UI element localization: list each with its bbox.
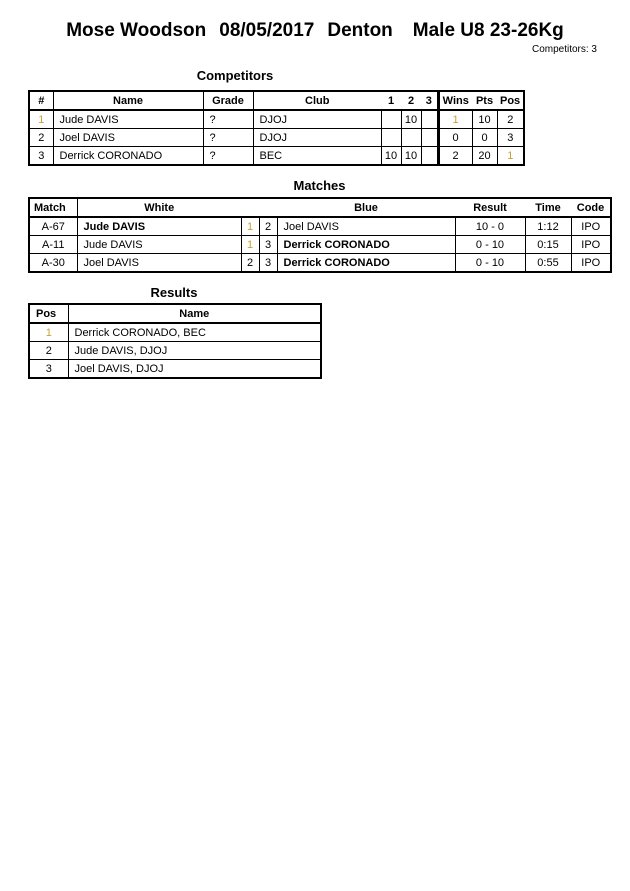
title-location: Denton: [327, 20, 393, 41]
match-result: 10 - 0: [455, 217, 525, 236]
competitor-wins: 2: [438, 147, 472, 166]
col-result: Result: [455, 198, 525, 217]
title-event: Mose Woodson: [66, 20, 207, 41]
match-time: 0:55: [525, 254, 571, 273]
title-date: 08/05/2017: [219, 20, 315, 41]
competitor-row: [29, 110, 524, 129]
competitor-pos: 1: [497, 147, 524, 166]
match-id: A-30: [29, 254, 77, 273]
result-pos: 3: [29, 360, 68, 379]
result-row: [29, 342, 321, 360]
col-match: Match: [29, 198, 77, 217]
col-blue-num: [259, 198, 277, 217]
matches-header-row: [29, 198, 611, 217]
competitor-wins: 1: [438, 110, 472, 129]
white-number: 2: [241, 254, 259, 273]
competitors-table: [28, 90, 525, 166]
col-blue: Blue: [277, 198, 455, 217]
col-grade: Grade: [203, 91, 253, 110]
col-white: White: [77, 198, 241, 217]
match-row: [29, 236, 611, 254]
results-header-row: [29, 304, 321, 323]
col-club: Club: [253, 91, 381, 110]
result-name: Joel DAVIS, DJOJ: [68, 360, 321, 379]
competitors-count: Competitors: 3: [531, 44, 597, 55]
match-time: 0:15: [525, 236, 571, 254]
competitor-grade: ?: [203, 110, 253, 129]
match-result: 0 - 10: [455, 236, 525, 254]
match-row: [29, 254, 611, 273]
col-white-num: [241, 198, 259, 217]
competitor-grade: ?: [203, 147, 253, 166]
col-pos: Pos: [29, 304, 68, 323]
blue-competitor: Joel DAVIS: [277, 217, 455, 236]
blue-number: 3: [259, 254, 277, 273]
col-number: #: [29, 91, 53, 110]
competitor-grade: ?: [203, 129, 253, 147]
white-number: 1: [241, 217, 259, 236]
competitor-number: 2: [29, 129, 53, 147]
round1-score: 10: [381, 147, 401, 166]
competitor-row: [29, 129, 524, 147]
competitor-pts: 0: [472, 129, 497, 147]
competitor-pos: 3: [497, 129, 524, 147]
blue-number: 3: [259, 236, 277, 254]
white-competitor: Jude DAVIS: [77, 236, 241, 254]
competitor-club: BEC: [253, 147, 381, 166]
round3-score: [421, 129, 438, 147]
round3-score: [421, 147, 438, 166]
round2-score: 10: [401, 110, 421, 129]
match-id: A-67: [29, 217, 77, 236]
round1-score: [381, 110, 401, 129]
match-code: IPO: [571, 217, 611, 236]
matches-table: [28, 197, 612, 273]
round1-score: [381, 129, 401, 147]
col-name: Name: [68, 304, 321, 323]
match-id: A-11: [29, 236, 77, 254]
result-name: Jude DAVIS, DJOJ: [68, 342, 321, 360]
result-pos: 1: [29, 323, 68, 342]
matches-heading: Matches: [293, 178, 346, 193]
page-title: [0, 20, 630, 42]
col-name: Name: [53, 91, 203, 110]
competitor-wins: 0: [438, 129, 472, 147]
round2-score: [401, 129, 421, 147]
results-table: [28, 303, 322, 379]
competitor-name: Joel DAVIS: [53, 129, 203, 147]
round3-score: [421, 110, 438, 129]
round2-score: 10: [401, 147, 421, 166]
blue-competitor: Derrick CORONADO: [277, 236, 455, 254]
competitor-pts: 20: [472, 147, 497, 166]
result-name: Derrick CORONADO, BEC: [68, 323, 321, 342]
competitor-number: 3: [29, 147, 53, 166]
col-wins: Wins: [438, 91, 472, 110]
competitor-club: DJOJ: [253, 110, 381, 129]
col-round3: 3: [421, 91, 438, 110]
blue-competitor: Derrick CORONADO: [277, 254, 455, 273]
competitor-pos: 2: [497, 110, 524, 129]
match-row: [29, 217, 611, 236]
competitor-name: Jude DAVIS: [53, 110, 203, 129]
col-pos: Pos: [497, 91, 524, 110]
result-row: [29, 323, 321, 342]
result-pos: 2: [29, 342, 68, 360]
col-round2: 2: [401, 91, 421, 110]
competitor-row: [29, 147, 524, 166]
col-code: Code: [571, 198, 611, 217]
results-heading: Results: [150, 285, 198, 300]
blue-number: 2: [259, 217, 277, 236]
competitor-name: Derrick CORONADO: [53, 147, 203, 166]
white-number: 1: [241, 236, 259, 254]
white-competitor: Jude DAVIS: [77, 217, 241, 236]
competitors-heading: Competitors: [196, 68, 274, 83]
competitor-pts: 10: [472, 110, 497, 129]
col-round1: 1: [381, 91, 401, 110]
col-pts: Pts: [472, 91, 497, 110]
result-row: [29, 360, 321, 379]
col-time: Time: [525, 198, 571, 217]
match-time: 1:12: [525, 217, 571, 236]
match-code: IPO: [571, 236, 611, 254]
competitor-number: 1: [29, 110, 53, 129]
competitors-header-row: [29, 91, 524, 110]
match-code: IPO: [571, 254, 611, 273]
match-result: 0 - 10: [455, 254, 525, 273]
competitor-club: DJOJ: [253, 129, 381, 147]
white-competitor: Joel DAVIS: [77, 254, 241, 273]
title-category: Male U8 23-26Kg: [412, 20, 564, 41]
